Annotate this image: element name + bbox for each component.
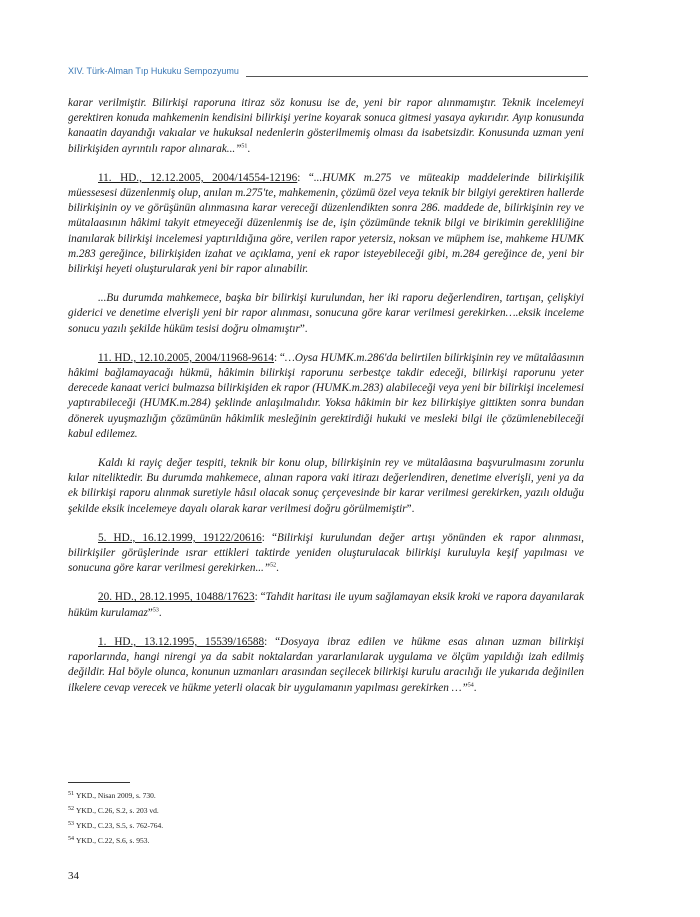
paragraph-decision-2-cont: Kaldı ki rayiç değer tespiti, teknik bir konu olup, bilirkişinin rey ve mütalâasına başvurulmasını zorunlu kılar niteliktedir. Bu durumda mahkemece, alınan rapora vaki itirazı değerlendiren, denetime elverişli, yeni ya da ek bilirkişi raporu alınmak suretiyle hâsıl olacak sonuç çerçevesinde bir karar verilmesi gerekirken, yazılı olduğu şekilde eksik incelemeye dayalı olarak karar verilmesi doğru görülmemiştir”.: [68, 457, 584, 515]
citation-1: 11. HD., 12.12.2005, 2004/14554-12196: [98, 171, 298, 184]
footnote-53: $^{53}$ YKD., C.23, S.5, s. 762-764.: [68, 820, 164, 830]
paragraph-decision-1: 11. HD., 12.12.2005, 2004/14554-12196: “...HUMK m.275 ve müteakip maddelerinde bilirkişilik müessesesi düzenlenmiş olup, anılan m.275'te, mahkemenin, çözümü özel veya teknik bir bilgiyi gerektiren hallerde bilirkişinin oy ve görüşünün alınmasına karar vereceği düzenlendikten sonra 286. maddede de, bilirkişinin rey ve mütalaasının hâkimi takyit etmeyeceği düzenlenmiş ise de, işin çözümünde teknik bilgi ve birikimin gerekliliğine inanılarak bilirkişi incelemesi yaptırıldığına göre, verilen rapor yetersiz, noksan ve müphem ise, mahkeme HUMK m.283 gereğince, bilirkişiden izahat ve açıklama, yeni ek rapor isteyebileceği gibi, m.284 gereğince de, yeni bir bilirkişi heyeti oluşturularak yeni bir rapor alınabilir.: [68, 171, 584, 276]
paragraph-decision-1-cont: ...Bu durumda mahkemece, başka bir bilirkişi kurulundan, her iki raporu değerlendiren, tartışan, çelişkiyi giderici ve denetime elverişli yeni bir rapor alınması, sonucuna göre karar verilmesi gerekirken….eksik inceleme sonucu yazılı şekilde hüküm tesisi doğru olmamıştır”.: [68, 292, 584, 335]
page-number: 34: [68, 870, 79, 882]
footnote-ref-53: 53: [152, 606, 159, 613]
footnote-52: $^{52}$ YKD., C.26, S.2, s. 203 vd.: [68, 805, 159, 815]
citation-3: 5. HD., 16.12.1999, 19122/20616: [98, 531, 262, 544]
paragraph-decision-4: 20. HD., 28.12.1995, 10488/17623: “Tahdit haritası ile uyum sağlamayan eksik kroki ve rapora dayanılarak hüküm kurulamaz”$^{53}$.: [68, 591, 584, 619]
paragraph-continuation: karar verilmiştir. Bilirkişi raporuna itiraz söz konusu ise de, yeni bir rapor alınmamıştır. Teknik incelemeyi gerektiren konuda mahkemenin kendisini bilirkişi yerine koyarak sonuca gitmesi yasaya aykırıdır. Ayıp konusunda kanaatin dayandığı vakıalar ve hukuksal nedenlerin gösterilmemiş olması da isabetsizdir. Konusunda uzman yeni bilirkişiden ayrıntılı rapor alınarak...”$^{51}$.: [68, 97, 584, 155]
document-body: [68, 96, 584, 710]
footnote-51: $^{51}$ YKD., Nisan 2009, s. 730.: [68, 790, 156, 800]
footnote-ref-51: 51: [241, 142, 248, 149]
footnote-separator: [68, 782, 130, 783]
citation-4: 20. HD., 28.12.1995, 10488/17623: [98, 591, 255, 604]
citation-5: 1. HD., 13.12.1995, 15539/16588: [98, 635, 265, 648]
footnote-ref-52: 52: [270, 562, 277, 569]
header-title: XIV. Türk-Alman Tıp Hukuku Sempozyumu: [68, 66, 239, 76]
footnotes: [68, 788, 163, 848]
paragraph-decision-5: 1. HD., 13.12.1995, 15539/16588: “Dosyaya ibraz edilen ve hükme esas alınan uzman bilirkişi raporlarında, hangi nirengi ya da sabit noktalardan yararlanılarak uygulama ve ölçüm yapıldığı izah edilmiş değildir. Hal böyle olunca, konunun uzmanları arasından seçilecek bilirkişi kurulu aracılığı ile yukarıda değinilen ilkelere cevap verecek ve hükme yeterli olacak bir uygulamanın yapılması gerekirken …”$^{54}$.: [68, 635, 584, 694]
header-rule: [246, 76, 588, 77]
running-header: [68, 64, 588, 80]
citation-2: 11. HD., 12.10.2005, 2004/11968-9614: [98, 351, 275, 364]
footnote-54: $^{54}$ YKD., C.22, S.6, s. 953.: [68, 835, 150, 845]
footnote-ref-54: 54: [467, 681, 474, 688]
paragraph-decision-2: 11. HD., 12.10.2005, 2004/11968-9614: “…Oysa HUMK.m.286'da belirtilen bilirkişinin rey ve mütalâasının hâkimi bağlamayacağı hükmü, hâkimin bilirkişi raporunu serbestçe takdir edeceği, bilirkişi raporunu yeter derecede kanaat verici bulmazsa bilirkişiden ek rapor (HUMK.m.283) alabileceği veya yeni bir bilirkişi incelemesi yaptırabileceği (HUMK.m.284) şeklinde anlaşılmalıdır. Yoksa hâkimin bir kez bilirkişiye gittikten sonra bundan dönerek uyuşmazlığın çözümünün hâkimlik mesleğinin gerektirdiği hukuki ve mesleki bilgi ile çözümlenebileceği kabul edilemez.: [68, 351, 584, 440]
paragraph-decision-3: 5. HD., 16.12.1999, 19122/20616: “Bilirkişi kurulundan değer artışı yönünden ek rapor alınması, bilirkişiler görüşlerinde ısrar ettikleri taktirde yeniden oluşturulacak bilirkişi kuruluyla keşif yapılması ve sonucuna göre karar verilmesi gerekirken...”$^{52}$.: [68, 531, 584, 575]
